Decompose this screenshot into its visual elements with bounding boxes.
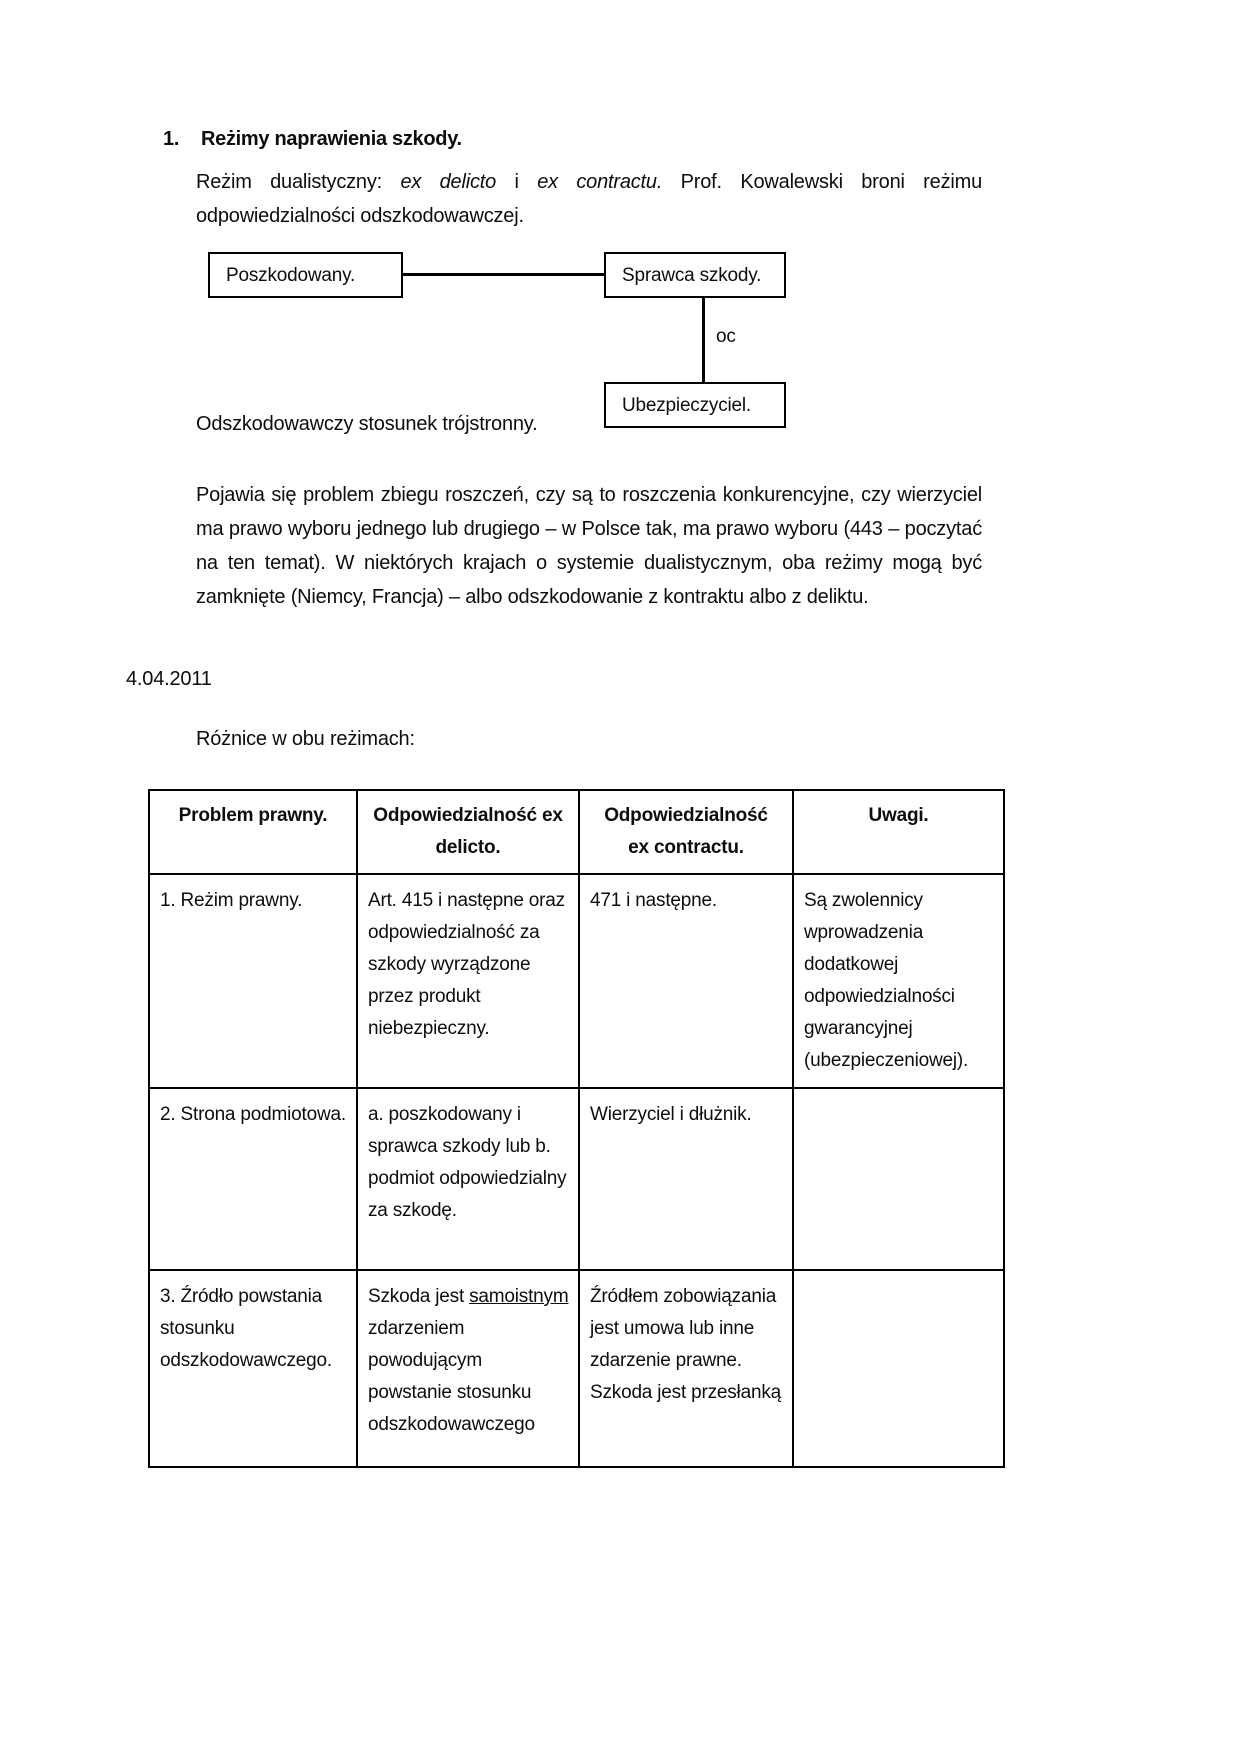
intro-part-3: Prof. Kowalewski broni reżimu odpowiedzialności odszkodowawczej.	[196, 171, 982, 227]
table-header-ex-contractu-line2: ex contractu.	[628, 837, 744, 858]
table-cell-ex-contractu-2: Wierzyciel i dłużnik.	[579, 1088, 793, 1270]
heading-number: 1.	[163, 128, 180, 150]
intro-paragraph	[196, 165, 982, 233]
table-header-row	[149, 790, 1004, 874]
tripartite-relationship-diagram	[208, 248, 808, 428]
table-cell-problem-1: 1. Reżim prawny.	[149, 874, 357, 1088]
diagram-box-perpetrator-label: Sprawca szkody.	[622, 264, 762, 286]
section-heading	[163, 128, 993, 151]
table-header-ex-contractu	[579, 790, 793, 874]
table-cell-problem-2: 2. Strona podmiotowa.	[149, 1088, 357, 1270]
diagram-edge-label-oc: oc	[716, 326, 736, 347]
diagram-caption: Odszkodowawczy stosunek trójstronny.	[196, 413, 538, 435]
table-cell-ex-delicto-1: Art. 415 i następne oraz odpowiedzialność za szkody wyrządzone przez produkt niebezpieczny.	[357, 874, 579, 1088]
body-paragraph: Pojawia się problem zbiegu roszczeń, czy są to roszczenia konkurencyjne, czy wierzyciel ma prawo wyboru jednego lub drugiego – w Polsce tak, ma prawo wyboru (443 – poczytać na ten temat). W niektórych krajach o systemie dualistycznym, oba reżimy mogą być zamknięte (Niemcy, Francja) – albo odszkodowanie z kontraktu albo z deliktu.	[196, 484, 982, 608]
table-header-ex-delicto-line1: Odpowiedzialność ex	[373, 805, 563, 826]
ex-delicto-3-pre: Szkoda jest	[368, 1286, 470, 1307]
intro-italic-ex-contractu: ex contractu.	[537, 171, 663, 193]
table-header-problem: Problem prawny.	[149, 790, 357, 874]
diagram-connector-vertical	[702, 298, 705, 384]
table-row	[149, 1270, 1004, 1467]
table-header-ex-delicto	[357, 790, 579, 874]
table-cell-uwagi-2	[793, 1088, 1004, 1270]
intro-part-2: i	[496, 171, 538, 193]
table-cell-uwagi-1: Są zwolennicy wprowadzenia dodatkowej odpowiedzialności gwarancyjnej (ubezpieczeniowej).	[793, 874, 1004, 1088]
table-cell-ex-contractu-1: 471 i następne.	[579, 874, 793, 1088]
ex-delicto-3-post: zdarzeniem powodującym powstanie stosunku odszkodowawczego	[368, 1318, 535, 1435]
table-cell-uwagi-3	[793, 1270, 1004, 1467]
table-header-ex-delicto-line2: delicto.	[435, 837, 501, 858]
diagram-box-insurer-label: Ubezpieczyciel.	[622, 394, 751, 416]
table-cell-ex-delicto-3	[357, 1270, 579, 1467]
table-cell-problem-3: 3. Źródło powstania stosunku odszkodowawczego.	[149, 1270, 357, 1467]
table-subheading: Różnice w obu reżimach:	[196, 728, 415, 750]
lecture-date: 4.04.2011	[126, 668, 212, 690]
diagram-box-perpetrator	[604, 252, 786, 298]
table-cell-ex-delicto-2: a. poszkodowany i sprawca szkody lub b. podmiot odpowiedzialny za szkodę.	[357, 1088, 579, 1270]
table-cell-ex-contractu-3: Źródłem zobowiązania jest umowa lub inne zdarzenie prawne. Szkoda jest przesłanką	[579, 1270, 793, 1467]
intro-part-1: Reżim dualistyczny:	[196, 171, 401, 193]
page-title: Reżimy naprawienia szkody.	[201, 128, 462, 150]
diagram-box-injured-party-label: Poszkodowany.	[226, 264, 356, 286]
table-row	[149, 1088, 1004, 1270]
intro-italic-ex-delicto: ex delicto	[400, 171, 497, 193]
comparison-table	[148, 789, 1005, 1468]
table-header-ex-contractu-line1: Odpowiedzialność	[604, 805, 768, 826]
diagram-connector-horizontal	[402, 273, 606, 276]
ex-delicto-3-underlined: samoistnym	[469, 1286, 569, 1307]
diagram-box-injured-party	[208, 252, 403, 298]
table-row	[149, 874, 1004, 1088]
diagram-box-insurer	[604, 382, 786, 428]
table-header-uwagi: Uwagi.	[793, 790, 1004, 874]
